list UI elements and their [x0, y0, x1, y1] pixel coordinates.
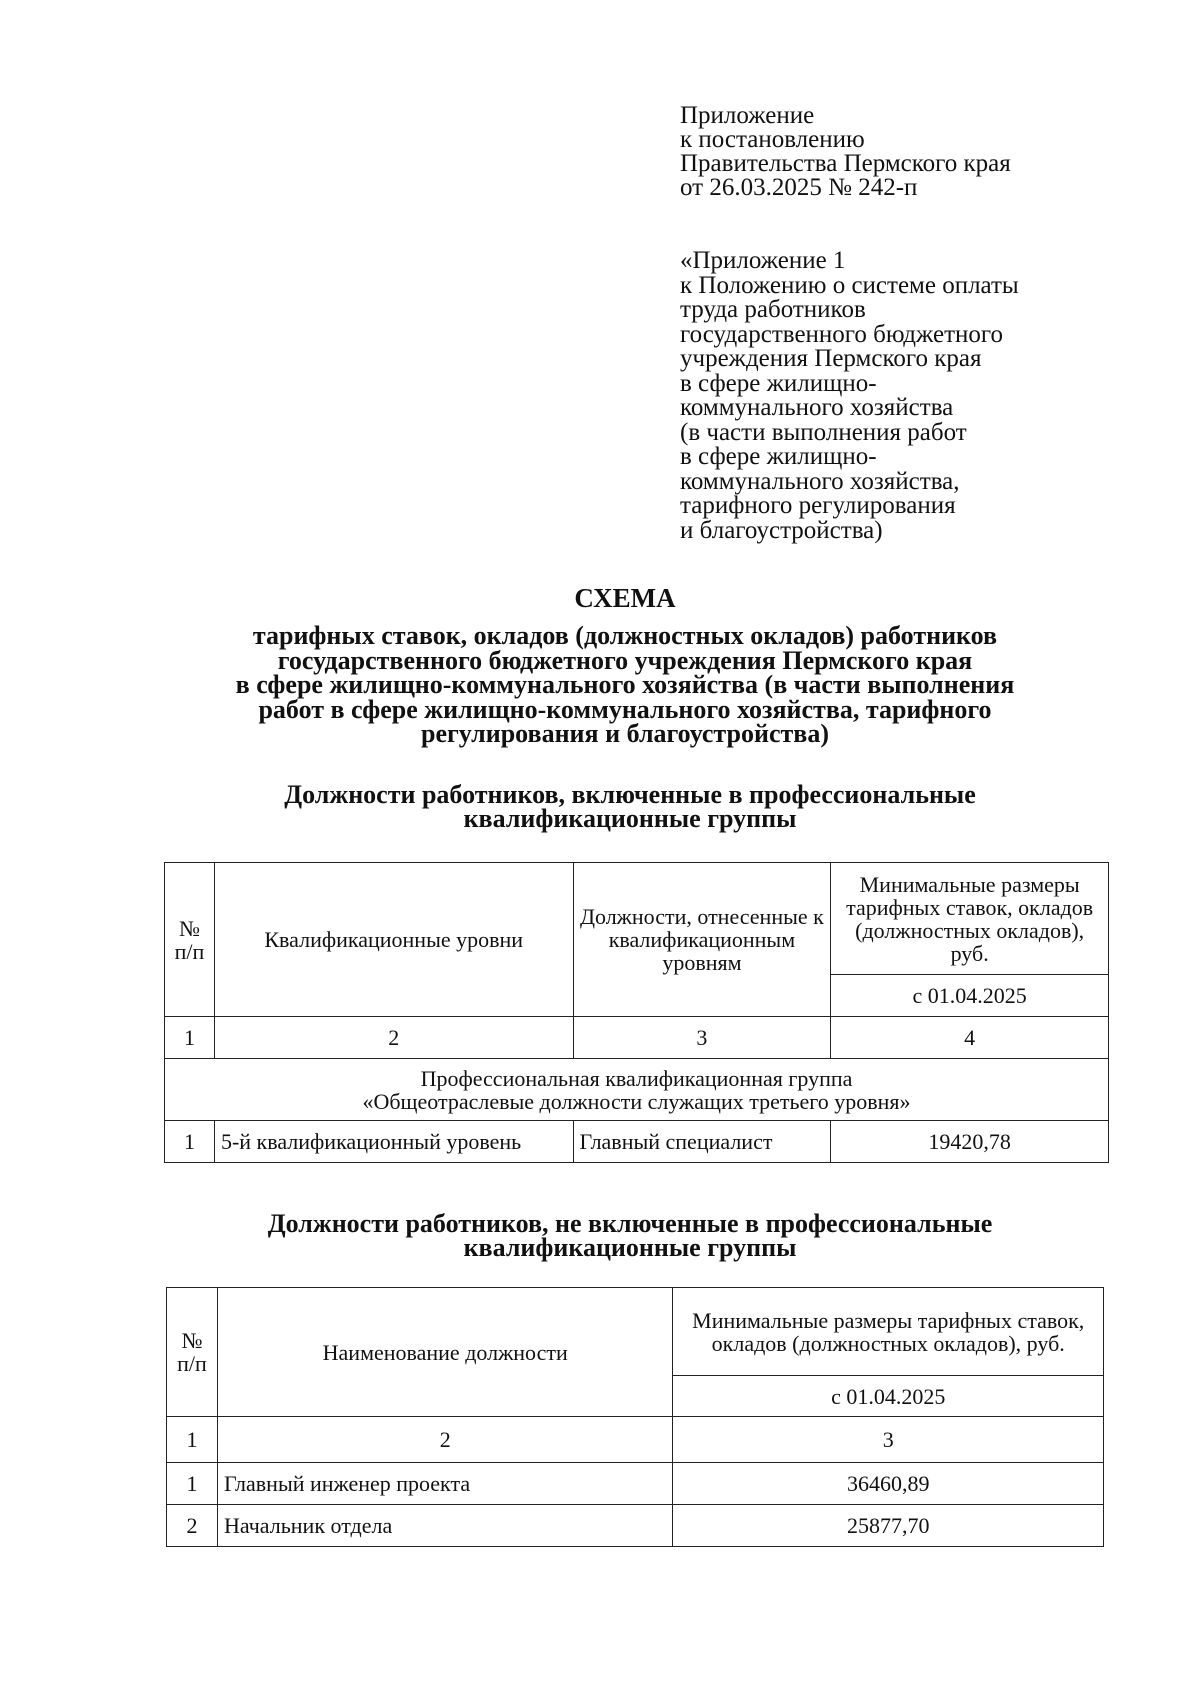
header-min-salary: Минимальные размеры тарифных ставок, окладов (должностных окладов), руб.	[673, 1288, 1104, 1376]
appendix-line: Правительства Пермского края	[680, 150, 1011, 177]
table-row	[167, 1463, 1104, 1505]
appendix-inner-line: труда работников	[680, 296, 866, 323]
table-row	[167, 1505, 1104, 1547]
section-heading-not-included	[130, 1209, 1130, 1262]
section-heading-line: квалификационные группы	[463, 1233, 797, 1262]
row-num: 2	[167, 1505, 218, 1547]
header-positions: Должности, отнесенные к квалификационным уровням	[573, 863, 831, 1017]
index-cell: 1	[165, 1017, 215, 1059]
section-heading-line: Должности работников, включенные в профессиональные	[284, 780, 976, 809]
row-level: 5-й квалификационный уровень	[214, 1121, 573, 1163]
appendix-inner-line: коммунального хозяйства	[680, 394, 954, 421]
appendix-line: от 26.03.2025 № 242-п	[680, 174, 918, 201]
appendix-inner-line: «Приложение 1	[680, 247, 846, 274]
row-position: Главный специалист	[573, 1121, 831, 1163]
index-cell: 2	[214, 1017, 573, 1059]
appendix-line: к постановлению	[680, 126, 865, 153]
section-heading-included	[130, 780, 1130, 833]
appendix-inner-line: и благоустройства)	[680, 516, 883, 544]
subtitle-line: работ в сфере жилищно-коммунального хозяйства, тарифного	[258, 694, 992, 724]
row-num: 1	[165, 1121, 215, 1163]
appendix-inner-line: учреждения Пермского края	[680, 345, 982, 372]
index-cell: 1	[167, 1417, 218, 1463]
index-cell: 3	[573, 1017, 831, 1059]
subtitle-line: в сфере жилищно-коммунального хозяйства (в части выполнения	[235, 670, 1015, 699]
qualification-groups-table	[164, 862, 1109, 1163]
section-heading-line: Должности работников, не включенные в профессиональные	[267, 1209, 993, 1238]
header-num: № п/п	[167, 1288, 218, 1417]
appendix-inner-line: в сфере жилищно-	[680, 369, 877, 397]
appendix-inner-line: к Положению о системе оплаты	[680, 271, 1019, 299]
header-position-name: Наименование должности	[217, 1288, 672, 1417]
group-label-line: «Общеотраслевые должности служащих третьего уровня»	[362, 1088, 911, 1114]
appendix-inner-line: государственного бюджетного	[680, 320, 1003, 348]
appendix-inner-line: коммунального хозяйства,	[680, 467, 960, 495]
appendix-inner-line: тарифного регулирования	[680, 492, 956, 519]
index-cell: 4	[831, 1017, 1109, 1059]
index-cell: 2	[217, 1417, 672, 1463]
appendix-inner-reference	[680, 249, 1100, 543]
table-row	[165, 1121, 1109, 1163]
row-position-name: Главный инженер проекта	[217, 1463, 672, 1505]
other-positions-table	[166, 1287, 1104, 1547]
header-salary-date: с 01.04.2025	[831, 975, 1109, 1017]
header-num: № п/п	[165, 863, 215, 1017]
group-label-row	[165, 1059, 1109, 1121]
index-cell: 3	[673, 1417, 1104, 1463]
group-label-line: Профессиональная квалификационная группа	[420, 1065, 853, 1091]
header-qualification-level: Квалификационные уровни	[214, 863, 573, 1017]
section-heading-line: квалификационные группы	[463, 804, 797, 833]
header-min-salary: Минимальные размеры тарифных ставок, окладов (должностных окладов), руб.	[831, 863, 1109, 975]
row-position-name: Начальник отдела	[217, 1505, 672, 1547]
appendix-inner-line: (в части выполнения работ	[680, 418, 967, 446]
row-salary: 25877,70	[673, 1505, 1104, 1547]
document-subtitle	[150, 621, 1100, 748]
appendix-reference	[680, 104, 1100, 200]
document-title: СХЕМА	[574, 583, 676, 613]
row-salary: 36460,89	[673, 1463, 1104, 1505]
row-num: 1	[167, 1463, 218, 1505]
header-salary-date: с 01.04.2025	[673, 1376, 1104, 1417]
appendix-line: Приложение	[680, 102, 815, 129]
subtitle-line: регулирования и благоустройства)	[421, 719, 829, 748]
subtitle-line: тарифных ставок, окладов (должностных окладов) работников	[252, 621, 998, 650]
appendix-inner-line: в сфере жилищно-	[680, 443, 877, 470]
row-salary: 19420,78	[831, 1121, 1109, 1163]
subtitle-line: государственного бюджетного учреждения Пермского края	[277, 645, 973, 675]
